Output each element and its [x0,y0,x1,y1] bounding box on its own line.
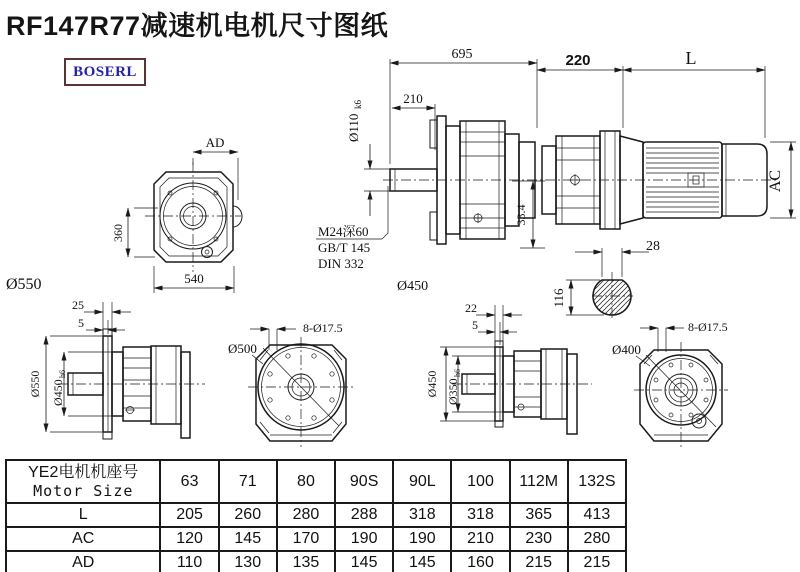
size-col: 112M [510,460,568,503]
cell: 230 [510,527,568,551]
dim-25: 25 [72,298,84,312]
cell: 318 [393,503,451,527]
dim-l: L [685,48,697,68]
flange-large-holes: 8-Ø17.5 [303,321,343,335]
table-row-AC [6,527,626,551]
front-dim-ad: AD [205,135,225,150]
svg-text:h6: h6 [58,370,67,378]
size-col: 63 [160,460,218,503]
dim-5-large: 5 [78,316,84,330]
flange-small-bcd: Ø400 [612,342,641,357]
svg-text:Ø350: Ø350 [446,378,460,405]
cell: 110 [160,551,218,572]
cell: 120 [160,527,218,551]
flange-side-view-large [28,298,205,439]
cell: 365 [510,503,568,527]
cell: 280 [277,503,335,527]
cell: 215 [568,551,626,572]
flange-small-outer-dia: Ø450 [425,370,439,398]
shaft-key-section [551,239,660,321]
cell: 210 [451,527,509,551]
svg-text:Ø450: Ø450 [51,379,65,406]
dim-210: 210 [403,91,423,106]
cell: 190 [393,527,451,551]
cell: 280 [568,527,626,551]
svg-text:Ø110: Ø110 [346,113,361,142]
cell: 205 [160,503,218,527]
flange-face-view-small [612,320,728,447]
hatching [563,274,655,321]
size-col: 80 [277,460,335,503]
cell: 130 [219,551,277,572]
table-row-L [6,503,626,527]
front-label-d550: Ø550 [6,276,42,293]
dim-116: 116 [551,288,566,308]
table-header-en: Motor Size [33,482,134,500]
flange-side-view-small [425,301,592,434]
flange-large-bcd: Ø500 [228,341,257,356]
size-col: 71 [219,460,277,503]
brand-logo-text: BOSERL [73,63,137,80]
cell: 160 [451,551,509,572]
flange-small-spigot-dia [446,369,462,405]
flange-small-holes: 8-Ø17.5 [688,320,728,334]
main-label-d450: Ø450 [397,279,429,294]
cell: 145 [393,551,451,572]
dim-22: 22 [465,301,477,315]
motor-size-table [5,459,627,572]
main-side-view [316,47,796,294]
size-col: 100 [451,460,509,503]
flange-large-outer-dia: Ø550 [28,370,42,398]
cell: 288 [335,503,393,527]
size-col: 90L [393,460,451,503]
table-header-row [6,460,626,503]
dim-5-small: 5 [472,318,478,332]
cell: 215 [510,551,568,572]
shaft-dia-label [346,100,363,143]
cell: 260 [219,503,277,527]
svg-text:h6: h6 [453,369,462,377]
dim-33-4: 33.4 [514,204,528,226]
front-view [6,135,242,293]
table-header-cell [6,460,160,503]
table-header-cn: YE2电机机座号 [28,464,139,481]
cell: 145 [219,527,277,551]
dim-28: 28 [646,239,660,254]
cell: 170 [277,527,335,551]
row-label: AD [6,551,160,572]
thread-note-1: M24深60 [318,224,369,239]
front-dim-360: 360 [111,224,125,242]
cell: 145 [335,551,393,572]
cell: 413 [568,503,626,527]
cell: 135 [277,551,335,572]
row-label: L [6,503,160,527]
cell: 190 [335,527,393,551]
dim-695: 695 [451,47,473,62]
size-col: 132S [568,460,626,503]
thread-note-2: GB/T 145 [318,240,371,255]
row-label: AC [6,527,160,551]
thread-note-3: DIN 332 [318,256,364,271]
dim-220: 220 [565,52,591,69]
page-title: RF147R77减速机电机尺寸图纸 [6,11,389,41]
dim-ac: AC [767,169,784,193]
table-row-AD [6,551,626,572]
svg-text:k6: k6 [353,100,363,109]
flange-face-view-large [228,321,354,447]
size-col: 90S [335,460,393,503]
front-dim-540: 540 [184,271,204,286]
cell: 318 [451,503,509,527]
flange-large-spigot-dia [51,370,67,406]
